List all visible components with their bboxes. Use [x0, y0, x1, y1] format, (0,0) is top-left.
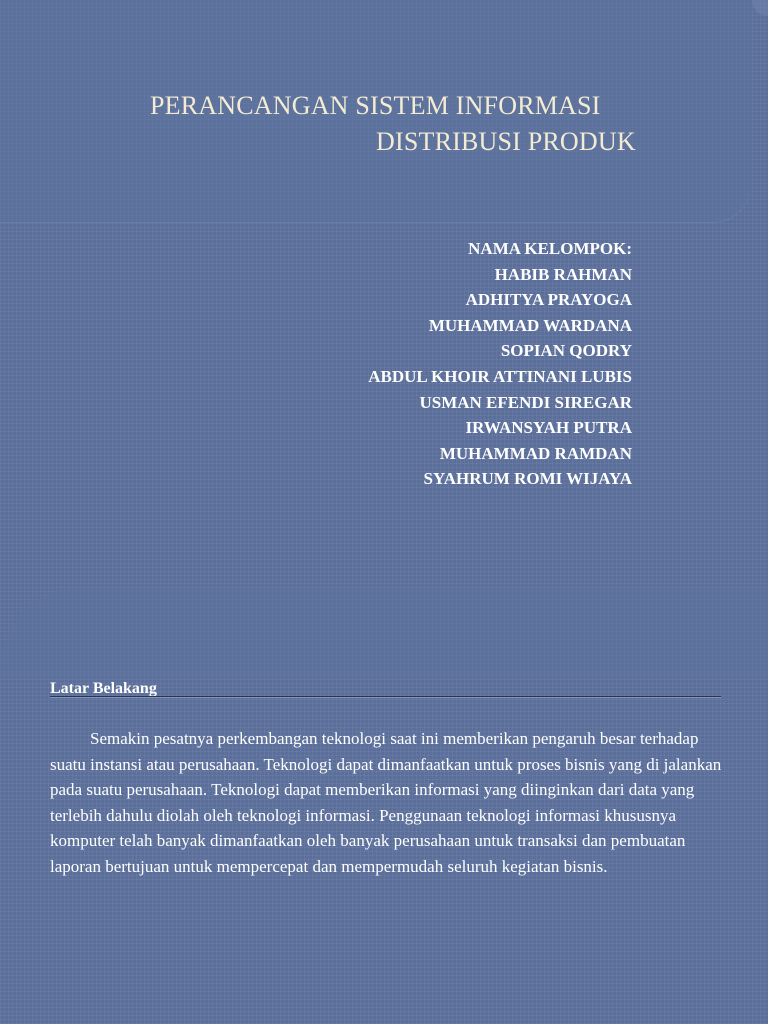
- member-name: MUHAMMAD RAMDAN: [439, 443, 632, 463]
- title-band: [0, 588, 768, 678]
- member-name: IRWANSYAH PUTRA: [465, 418, 632, 438]
- title-line-1: PERANCANGAN SISTEM INFORMASI: [150, 91, 601, 120]
- group-heading: NAMA KELOMPOK:: [468, 239, 632, 258]
- member-name: MUHAMMAD WARDANA: [428, 315, 632, 335]
- slide-background: [0, 588, 768, 1024]
- corner-decoration: [752, 0, 768, 16]
- member-name: SYAHRUM ROMI WIJAYA: [423, 469, 632, 489]
- member-list: [368, 236, 632, 492]
- heading-divider: [50, 696, 721, 697]
- member-name: ADHITYA PRAYOGA: [465, 290, 632, 310]
- member-name: SOPIAN QODRY: [500, 341, 632, 361]
- member-name: USMAN EFENDI SIREGAR: [419, 392, 632, 412]
- member-name: HABIB RAHMAN: [494, 264, 632, 284]
- member-name: ABDUL KHOIR ATTINANI LUBIS: [368, 366, 632, 386]
- section-heading: Latar Belakang: [50, 680, 157, 697]
- title-line-2: DISTRIBUSI PRODUK: [376, 127, 636, 156]
- body-paragraph: Semakin pesatnya perkembangan teknologi saat ini memberikan pengaruh besar terhadap suatu instansi atau perusahaan. Teknologi dapat dimanfaatkan untuk proses bisnis yang di jalankan pada suatu perusahaan. Teknologi dapat memberikan informasi yang diinginkan dari data yang terlebih dahulu diolah oleh teknologi informasi. Penggunaan teknologi informasi khususnya komputer telah banyak dimanfaatkan oleh banyak perusahaan untuk transaksi dan pembuatan laporan bertujuan untuk mempercepat dan mempermudah seluruh kegiatan bisnis.: [50, 729, 722, 876]
- presentation-title: [150, 88, 710, 160]
